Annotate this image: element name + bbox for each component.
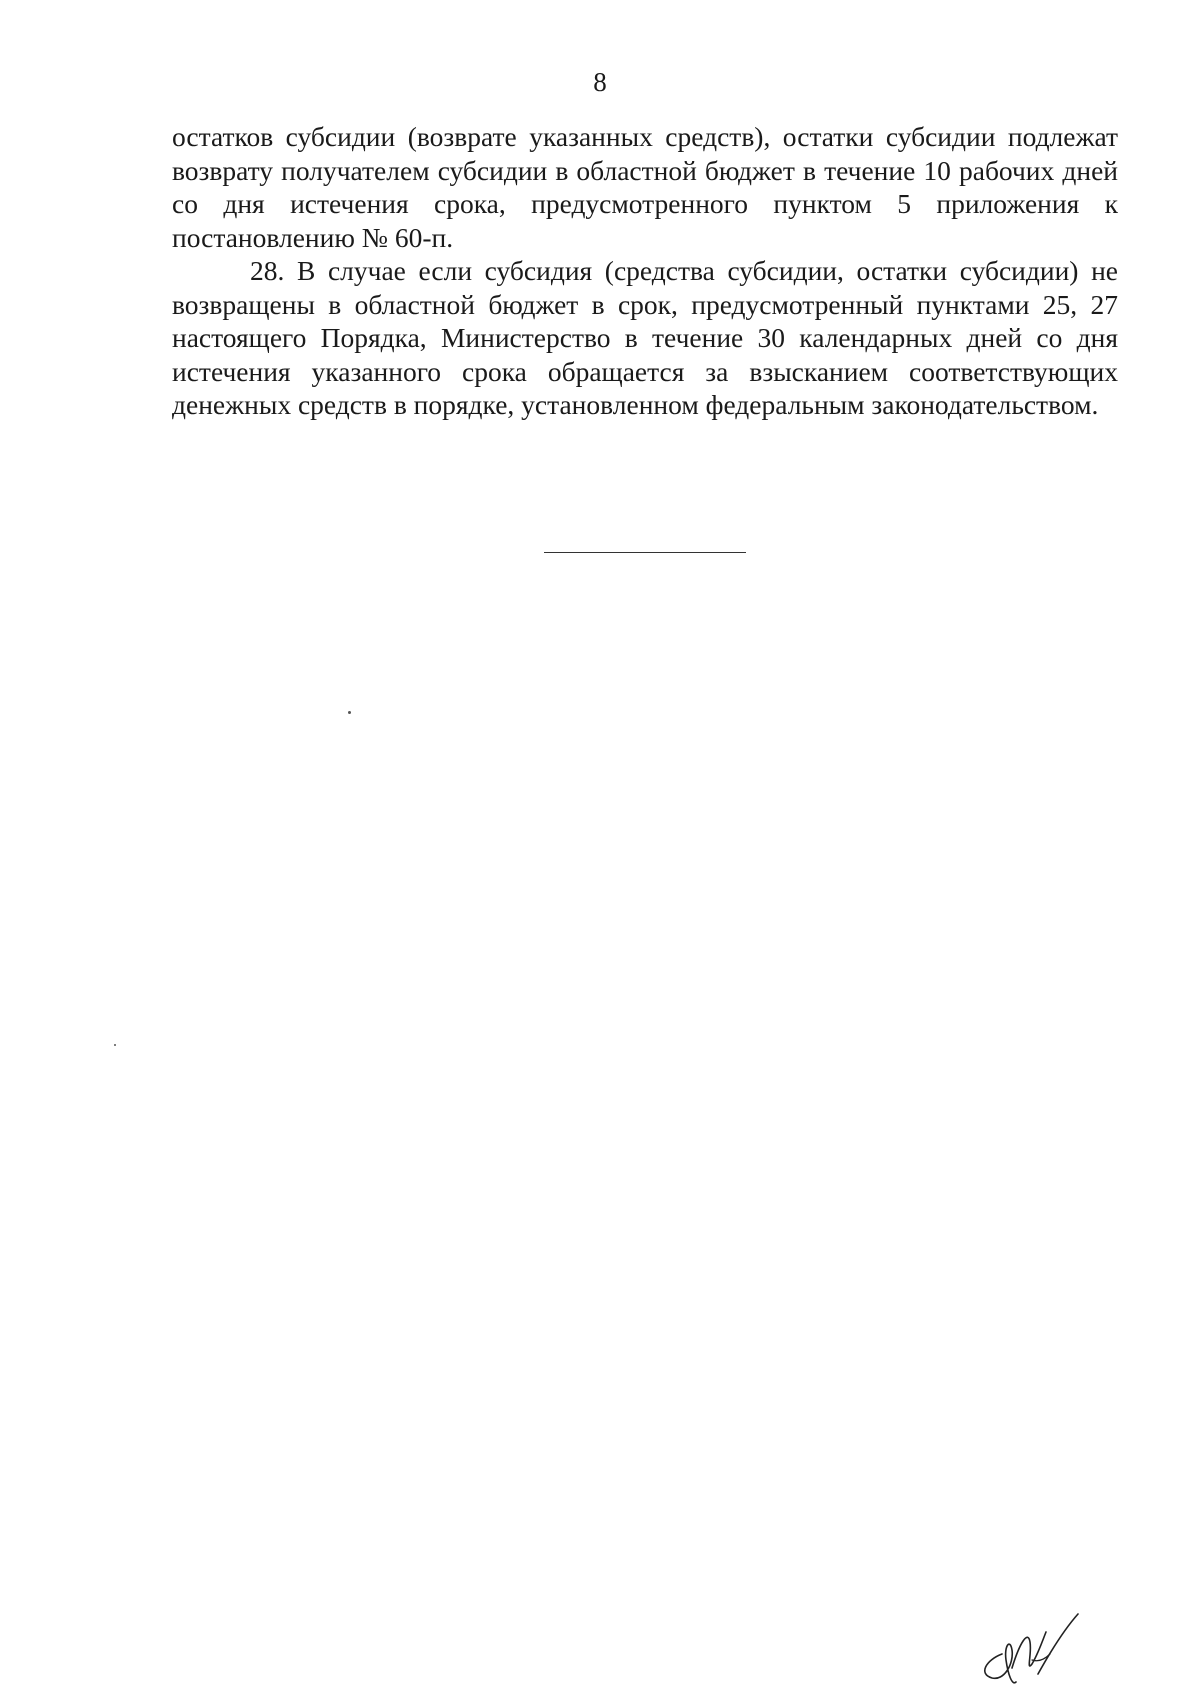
end-of-text-rule <box>544 552 746 553</box>
scan-speck <box>348 711 351 714</box>
document-body <box>172 120 1118 422</box>
scan-speck <box>114 1044 116 1046</box>
paragraph-28: 28. В случае если субсидия (средства субсидии, остатки субсидии) не возвращены в областной бюджет в срок, предусмотренный пунктами 25, 27 настоящего Порядка, Министерство в течение 30 календарных дней со дня истечения указанного срока обращается за взысканием соответствующих денежных средств в порядке, установленном федеральным законодательством. <box>172 255 1118 420</box>
paragraph-continuation: остатков субсидии (возврате указанных средств), остатки субсидии подлежат возврату получателем субсидии в областной бюджет в течение 10 рабочих дней со дня истечения срока, предусмотренного пунктом 5 приложения к постановлению № 60-п. <box>172 121 1118 253</box>
page-number: 8 <box>593 67 607 97</box>
handwritten-signature <box>968 1602 1088 1690</box>
